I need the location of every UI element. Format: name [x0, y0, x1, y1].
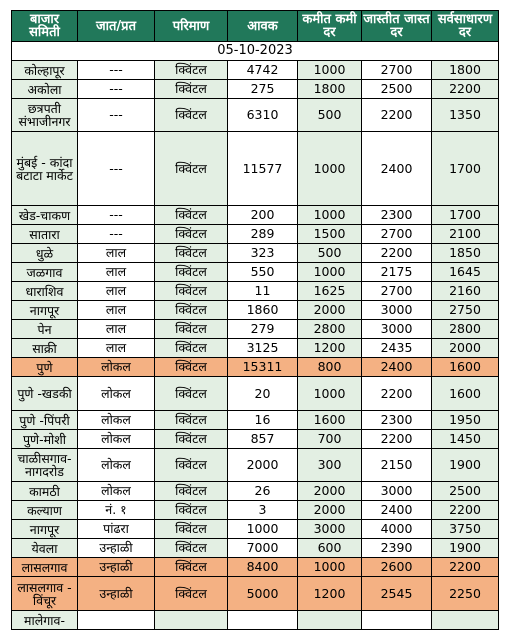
unit-cell: क्विंटल	[155, 520, 228, 539]
variety-cell: लाल	[78, 339, 155, 358]
market-cell: लासलगाव - विंचूर	[12, 577, 78, 611]
variety-cell: उन्हाळी	[78, 539, 155, 558]
modal-rate-cell: 2100	[432, 225, 499, 244]
unit-cell: क्विंटल	[155, 577, 228, 611]
unit-cell: क्विंटल	[155, 320, 228, 339]
max-rate-cell: 2200	[362, 377, 432, 411]
variety-cell: लाल	[78, 244, 155, 263]
modal-rate-cell: 1900	[432, 449, 499, 482]
modal-rate-cell: 1900	[432, 539, 499, 558]
table-row	[12, 377, 499, 411]
market-cell: पुणे-मोशी	[12, 430, 78, 449]
unit-cell: क्विंटल	[155, 244, 228, 263]
table-row	[12, 411, 499, 430]
variety-cell: लोकल	[78, 358, 155, 377]
variety-cell: ---	[78, 132, 155, 206]
variety-cell: लाल	[78, 320, 155, 339]
market-cell: पुणे -खडकी	[12, 377, 78, 411]
max-rate-cell: 2300	[362, 411, 432, 430]
min-rate-cell: 1000	[298, 132, 362, 206]
table-row	[12, 339, 499, 358]
modal-rate-cell: 2200	[432, 80, 499, 99]
unit-cell: क्विंटल	[155, 301, 228, 320]
arrival-cell: 857	[228, 430, 298, 449]
unit-cell: क्विंटल	[155, 482, 228, 501]
variety-cell: लोकल	[78, 449, 155, 482]
modal-rate-cell	[432, 611, 499, 630]
max-rate-cell: 2150	[362, 449, 432, 482]
unit-cell: क्विंटल	[155, 339, 228, 358]
arrival-cell: 323	[228, 244, 298, 263]
min-rate-cell: 1000	[298, 377, 362, 411]
modal-rate-cell: 2200	[432, 501, 499, 520]
table-row	[12, 358, 499, 377]
min-rate-cell: 2000	[298, 482, 362, 501]
max-rate-cell: 3000	[362, 320, 432, 339]
unit-cell: क्विंटल	[155, 225, 228, 244]
unit-cell	[155, 611, 228, 630]
unit-cell: क्विंटल	[155, 282, 228, 301]
market-cell: कामठी	[12, 482, 78, 501]
modal-rate-cell: 1950	[432, 411, 499, 430]
max-rate-cell: 2400	[362, 358, 432, 377]
market-cell: धाराशिव	[12, 282, 78, 301]
table-row	[12, 611, 499, 630]
modal-rate-cell: 2750	[432, 301, 499, 320]
variety-cell: लाल	[78, 301, 155, 320]
arrival-cell: 289	[228, 225, 298, 244]
min-rate-cell: 2000	[298, 501, 362, 520]
min-rate-cell: 1600	[298, 411, 362, 430]
min-rate-cell: 1800	[298, 80, 362, 99]
arrival-cell	[228, 611, 298, 630]
min-rate-cell: 500	[298, 99, 362, 132]
modal-rate-cell: 2160	[432, 282, 499, 301]
modal-rate-cell: 2250	[432, 577, 499, 611]
market-cell: साक्री	[12, 339, 78, 358]
variety-cell	[78, 611, 155, 630]
variety-cell: लोकल	[78, 430, 155, 449]
header-modal-rate: सर्वसाधारण दर	[432, 11, 499, 42]
arrival-cell: 15311	[228, 358, 298, 377]
max-rate-cell: 2700	[362, 61, 432, 80]
modal-rate-cell: 1700	[432, 206, 499, 225]
min-rate-cell: 3000	[298, 520, 362, 539]
market-cell: मुंबई - कांदा बटाटा मार्केट	[12, 132, 78, 206]
variety-cell: पांढरा	[78, 520, 155, 539]
modal-rate-cell: 1350	[432, 99, 499, 132]
modal-rate-cell: 1600	[432, 377, 499, 411]
header-row	[12, 11, 499, 42]
table-row	[12, 282, 499, 301]
max-rate-cell: 2390	[362, 539, 432, 558]
market-cell: कल्याण	[12, 501, 78, 520]
market-cell: नागपूर	[12, 301, 78, 320]
modal-rate-cell: 1700	[432, 132, 499, 206]
unit-cell: क्विंटल	[155, 558, 228, 577]
max-rate-cell: 2545	[362, 577, 432, 611]
unit-cell: क्विंटल	[155, 132, 228, 206]
max-rate-cell: 3000	[362, 482, 432, 501]
modal-rate-cell: 1800	[432, 61, 499, 80]
table-row	[12, 482, 499, 501]
arrival-cell: 20	[228, 377, 298, 411]
arrival-cell: 275	[228, 80, 298, 99]
min-rate-cell	[298, 611, 362, 630]
table-row	[12, 244, 499, 263]
max-rate-cell	[362, 611, 432, 630]
table-row	[12, 501, 499, 520]
unit-cell: क्विंटल	[155, 358, 228, 377]
max-rate-cell: 2435	[362, 339, 432, 358]
variety-cell: ---	[78, 225, 155, 244]
arrival-cell: 8400	[228, 558, 298, 577]
unit-cell: क्विंटल	[155, 501, 228, 520]
max-rate-cell: 2700	[362, 225, 432, 244]
min-rate-cell: 600	[298, 539, 362, 558]
arrival-cell: 3125	[228, 339, 298, 358]
arrival-cell: 1000	[228, 520, 298, 539]
max-rate-cell: 2200	[362, 244, 432, 263]
market-cell: छत्रपती संभाजीनगर	[12, 99, 78, 132]
min-rate-cell: 1500	[298, 225, 362, 244]
variety-cell: नं. १	[78, 501, 155, 520]
unit-cell: क्विंटल	[155, 61, 228, 80]
header-variety: जात/प्रत	[78, 11, 155, 42]
unit-cell: क्विंटल	[155, 539, 228, 558]
min-rate-cell: 1200	[298, 339, 362, 358]
date-row	[12, 42, 499, 61]
unit-cell: क्विंटल	[155, 430, 228, 449]
table-row	[12, 520, 499, 539]
report-date: 05-10-2023	[12, 42, 499, 61]
max-rate-cell: 4000	[362, 520, 432, 539]
table-row	[12, 430, 499, 449]
table-row	[12, 558, 499, 577]
modal-rate-cell: 3750	[432, 520, 499, 539]
table-row	[12, 539, 499, 558]
modal-rate-cell: 1600	[432, 358, 499, 377]
arrival-cell: 200	[228, 206, 298, 225]
modal-rate-cell: 2500	[432, 482, 499, 501]
header-arrival: आवक	[228, 11, 298, 42]
variety-cell: ---	[78, 61, 155, 80]
min-rate-cell: 300	[298, 449, 362, 482]
header-unit: परिमाण	[155, 11, 228, 42]
market-cell: लासलगाव	[12, 558, 78, 577]
header-market: बाजार समिती	[12, 11, 78, 42]
variety-cell: ---	[78, 99, 155, 132]
arrival-cell: 11577	[228, 132, 298, 206]
market-cell: पुणे -पिंपरी	[12, 411, 78, 430]
unit-cell: क्विंटल	[155, 80, 228, 99]
market-cell: चाळीसगाव-नागदरोड	[12, 449, 78, 482]
header-max-rate: जास्तीत जास्त दर	[363, 12, 430, 40]
unit-cell: क्विंटल	[155, 263, 228, 282]
market-cell: जळगाव	[12, 263, 78, 282]
variety-cell: लोकल	[78, 411, 155, 430]
market-cell: नागपूर	[12, 520, 78, 539]
variety-cell: ---	[78, 80, 155, 99]
modal-rate-cell: 2000	[432, 339, 499, 358]
market-cell: धुळे	[12, 244, 78, 263]
market-cell: पुणे	[12, 358, 78, 377]
arrival-cell: 4742	[228, 61, 298, 80]
table-row	[12, 80, 499, 99]
min-rate-cell: 1000	[298, 61, 362, 80]
market-cell: कोल्हापूर	[12, 61, 78, 80]
arrival-cell: 26	[228, 482, 298, 501]
table-row	[12, 301, 499, 320]
market-cell: येवला	[12, 539, 78, 558]
min-rate-cell: 1200	[298, 577, 362, 611]
max-rate-cell: 2600	[362, 558, 432, 577]
table-row	[12, 577, 499, 611]
variety-cell: लाल	[78, 263, 155, 282]
arrival-cell: 6310	[228, 99, 298, 132]
modal-rate-cell: 1850	[432, 244, 499, 263]
max-rate-cell: 2400	[362, 132, 432, 206]
market-cell: मालेगाव-	[12, 611, 78, 630]
arrival-cell: 1860	[228, 301, 298, 320]
variety-cell: उन्हाळी	[78, 577, 155, 611]
variety-cell: उन्हाळी	[78, 558, 155, 577]
min-rate-cell: 2800	[298, 320, 362, 339]
market-cell: सातारा	[12, 225, 78, 244]
modal-rate-cell: 1645	[432, 263, 499, 282]
variety-cell: लोकल	[78, 482, 155, 501]
price-table-sheet	[11, 10, 498, 628]
table-row	[12, 449, 499, 482]
max-rate-cell: 2200	[362, 430, 432, 449]
arrival-cell: 550	[228, 263, 298, 282]
min-rate-cell: 800	[298, 358, 362, 377]
arrival-cell: 5000	[228, 577, 298, 611]
min-rate-cell: 500	[298, 244, 362, 263]
min-rate-cell: 1625	[298, 282, 362, 301]
table-row	[12, 320, 499, 339]
variety-cell: ---	[78, 206, 155, 225]
max-rate-cell: 2175	[362, 263, 432, 282]
arrival-cell: 16	[228, 411, 298, 430]
max-rate-cell: 2300	[362, 206, 432, 225]
max-rate-cell: 2400	[362, 501, 432, 520]
table-row	[12, 263, 499, 282]
arrival-cell: 2000	[228, 449, 298, 482]
arrival-cell: 3	[228, 501, 298, 520]
max-rate-cell: 2500	[362, 80, 432, 99]
market-cell: पेन	[12, 320, 78, 339]
min-rate-cell: 1000	[298, 558, 362, 577]
table-row	[12, 225, 499, 244]
unit-cell: क्विंटल	[155, 377, 228, 411]
min-rate-cell: 700	[298, 430, 362, 449]
table-row	[12, 99, 499, 132]
min-rate-cell: 1000	[298, 263, 362, 282]
modal-rate-cell: 2800	[432, 320, 499, 339]
min-rate-cell: 2000	[298, 301, 362, 320]
variety-cell: लोकल	[78, 377, 155, 411]
unit-cell: क्विंटल	[155, 449, 228, 482]
unit-cell: क्विंटल	[155, 411, 228, 430]
table-row	[12, 61, 499, 80]
arrival-cell: 7000	[228, 539, 298, 558]
market-cell: खेड-चाकण	[12, 206, 78, 225]
table-row	[12, 206, 499, 225]
arrival-cell: 279	[228, 320, 298, 339]
market-cell: अकोला	[12, 80, 78, 99]
unit-cell: क्विंटल	[155, 99, 228, 132]
max-rate-cell: 2700	[362, 282, 432, 301]
modal-rate-cell: 1450	[432, 430, 499, 449]
max-rate-cell: 3000	[362, 301, 432, 320]
modal-rate-cell: 2200	[432, 558, 499, 577]
min-rate-cell: 1000	[298, 206, 362, 225]
max-rate-cell: 2200	[362, 99, 432, 132]
table-row	[12, 132, 499, 206]
market-price-table	[11, 10, 499, 630]
header-min-rate: कमीत कमी दर	[298, 11, 362, 42]
arrival-cell: 11	[228, 282, 298, 301]
variety-cell: लाल	[78, 282, 155, 301]
unit-cell: क्विंटल	[155, 206, 228, 225]
